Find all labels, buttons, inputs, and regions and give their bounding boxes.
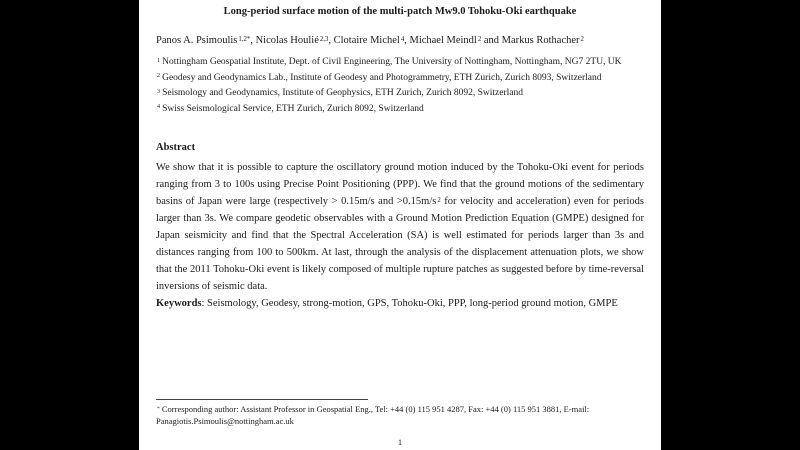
author-affiliation-marker: 2 [477, 35, 482, 43]
author-affiliation-marker: 2 [580, 35, 584, 43]
abstract-part1: We show that it is possible to capture the oscillatory ground motion induced by the Tohoku-Oki event for periods ranging from 3 to 100s using Precise Point Positioning (PPP). We find that the ground motions of the sedimentary basins of Japan were large (respectively > 0.15m/s and >0.15m/s [156, 162, 644, 207]
affiliation-number: 1 [157, 57, 161, 64]
footnote-marker: * [157, 406, 160, 413]
author-separator: , [404, 35, 410, 46]
keywords-text: : Seismology, Geodesy, strong-motion, GPS, Tohoku-Oki, PPP, long-period ground motion, GMPE [201, 298, 618, 309]
abstract-text [156, 159, 644, 295]
affiliations-block [156, 55, 644, 117]
footnote-text [156, 404, 589, 426]
author-affiliation-marker: 4 [400, 35, 405, 43]
affiliation-item [156, 71, 644, 87]
affiliation-text: Nottingham Geospatial Institute, Dept. of Civil Engineering, The University of Nottingham, Nottingham, NG7 2TU, UK [162, 57, 622, 67]
author-separator: and [481, 35, 502, 46]
affiliation-number: 2 [157, 73, 161, 80]
page-number: 1 [397, 437, 403, 447]
author-name: Michael Meindl [409, 35, 477, 46]
affiliation-text: Seismology and Geodynamics, Institute of Geophysics, ETH Zurich, Zurich 8092, Switzerland [162, 88, 524, 98]
author-name: Markus Rothacher [501, 35, 580, 46]
author-name: Nicolas Houlié [255, 35, 319, 46]
paper-title: Long-period surface motion of the multi-patch Mw9.0 Tohoku-Oki earthquake [223, 6, 577, 17]
abstract-part2: for velocity and acceleration) even for periods larger than 3s. We compare geodetic observables with a Ground Motion Prediction Equation (GMPE) designed for Japan seismicity and find that the Spectral Acceleration (SA) is well estimated for periods larger than 3s and distances ranging from 100 to 500km. At last, through the analysis of the displacement attenuation plots, we show that the 2011 Tohoku-Oki event is likely composed of multiple rupture patches as suggested before by time-reversal inversions of seismic data. [156, 196, 644, 292]
author-name: Clotaire Michel [333, 35, 400, 46]
abstract-heading: Abstract [156, 142, 196, 153]
author-affiliation-marker: 1,2* [238, 35, 251, 43]
affiliation-number: 4 [157, 104, 161, 111]
footnote-body: Corresponding author: Assistant Professor in Geospatial Eng., Tel: +44 (0) 115 951 4287, Fax: +44 (0) 115 951 3881, E-mail: Panagiotis.Psimoulis@nottingham.ac.uk [156, 404, 590, 426]
author-separator: , [250, 35, 256, 46]
author-separator: , [328, 35, 334, 46]
author-name: Panos A. Psimoulis [156, 35, 238, 46]
footnote-separator-rule [156, 399, 368, 400]
keywords-label: Keywords [156, 298, 202, 309]
author-affiliation-marker: 2,3 [319, 35, 329, 43]
keywords-line [156, 295, 644, 312]
manuscript-page [139, 0, 661, 450]
author-line [156, 32, 644, 50]
affiliation-number: 3 [157, 88, 161, 95]
abstract-superscript: 2 [437, 196, 441, 204]
affiliation-item [156, 102, 644, 118]
affiliation-text: Swiss Seismological Service, ETH Zurich, Zurich 8092, Switzerland [162, 103, 424, 114]
affiliation-text: Geodesy and Geodynamics Lab., Institute of Geodesy and Photogrammetry, ETH Zurich, Zurich 8093, Switzerland [162, 72, 602, 83]
affiliation-item [156, 86, 644, 102]
affiliation-item [156, 55, 644, 71]
footnote [156, 399, 644, 427]
